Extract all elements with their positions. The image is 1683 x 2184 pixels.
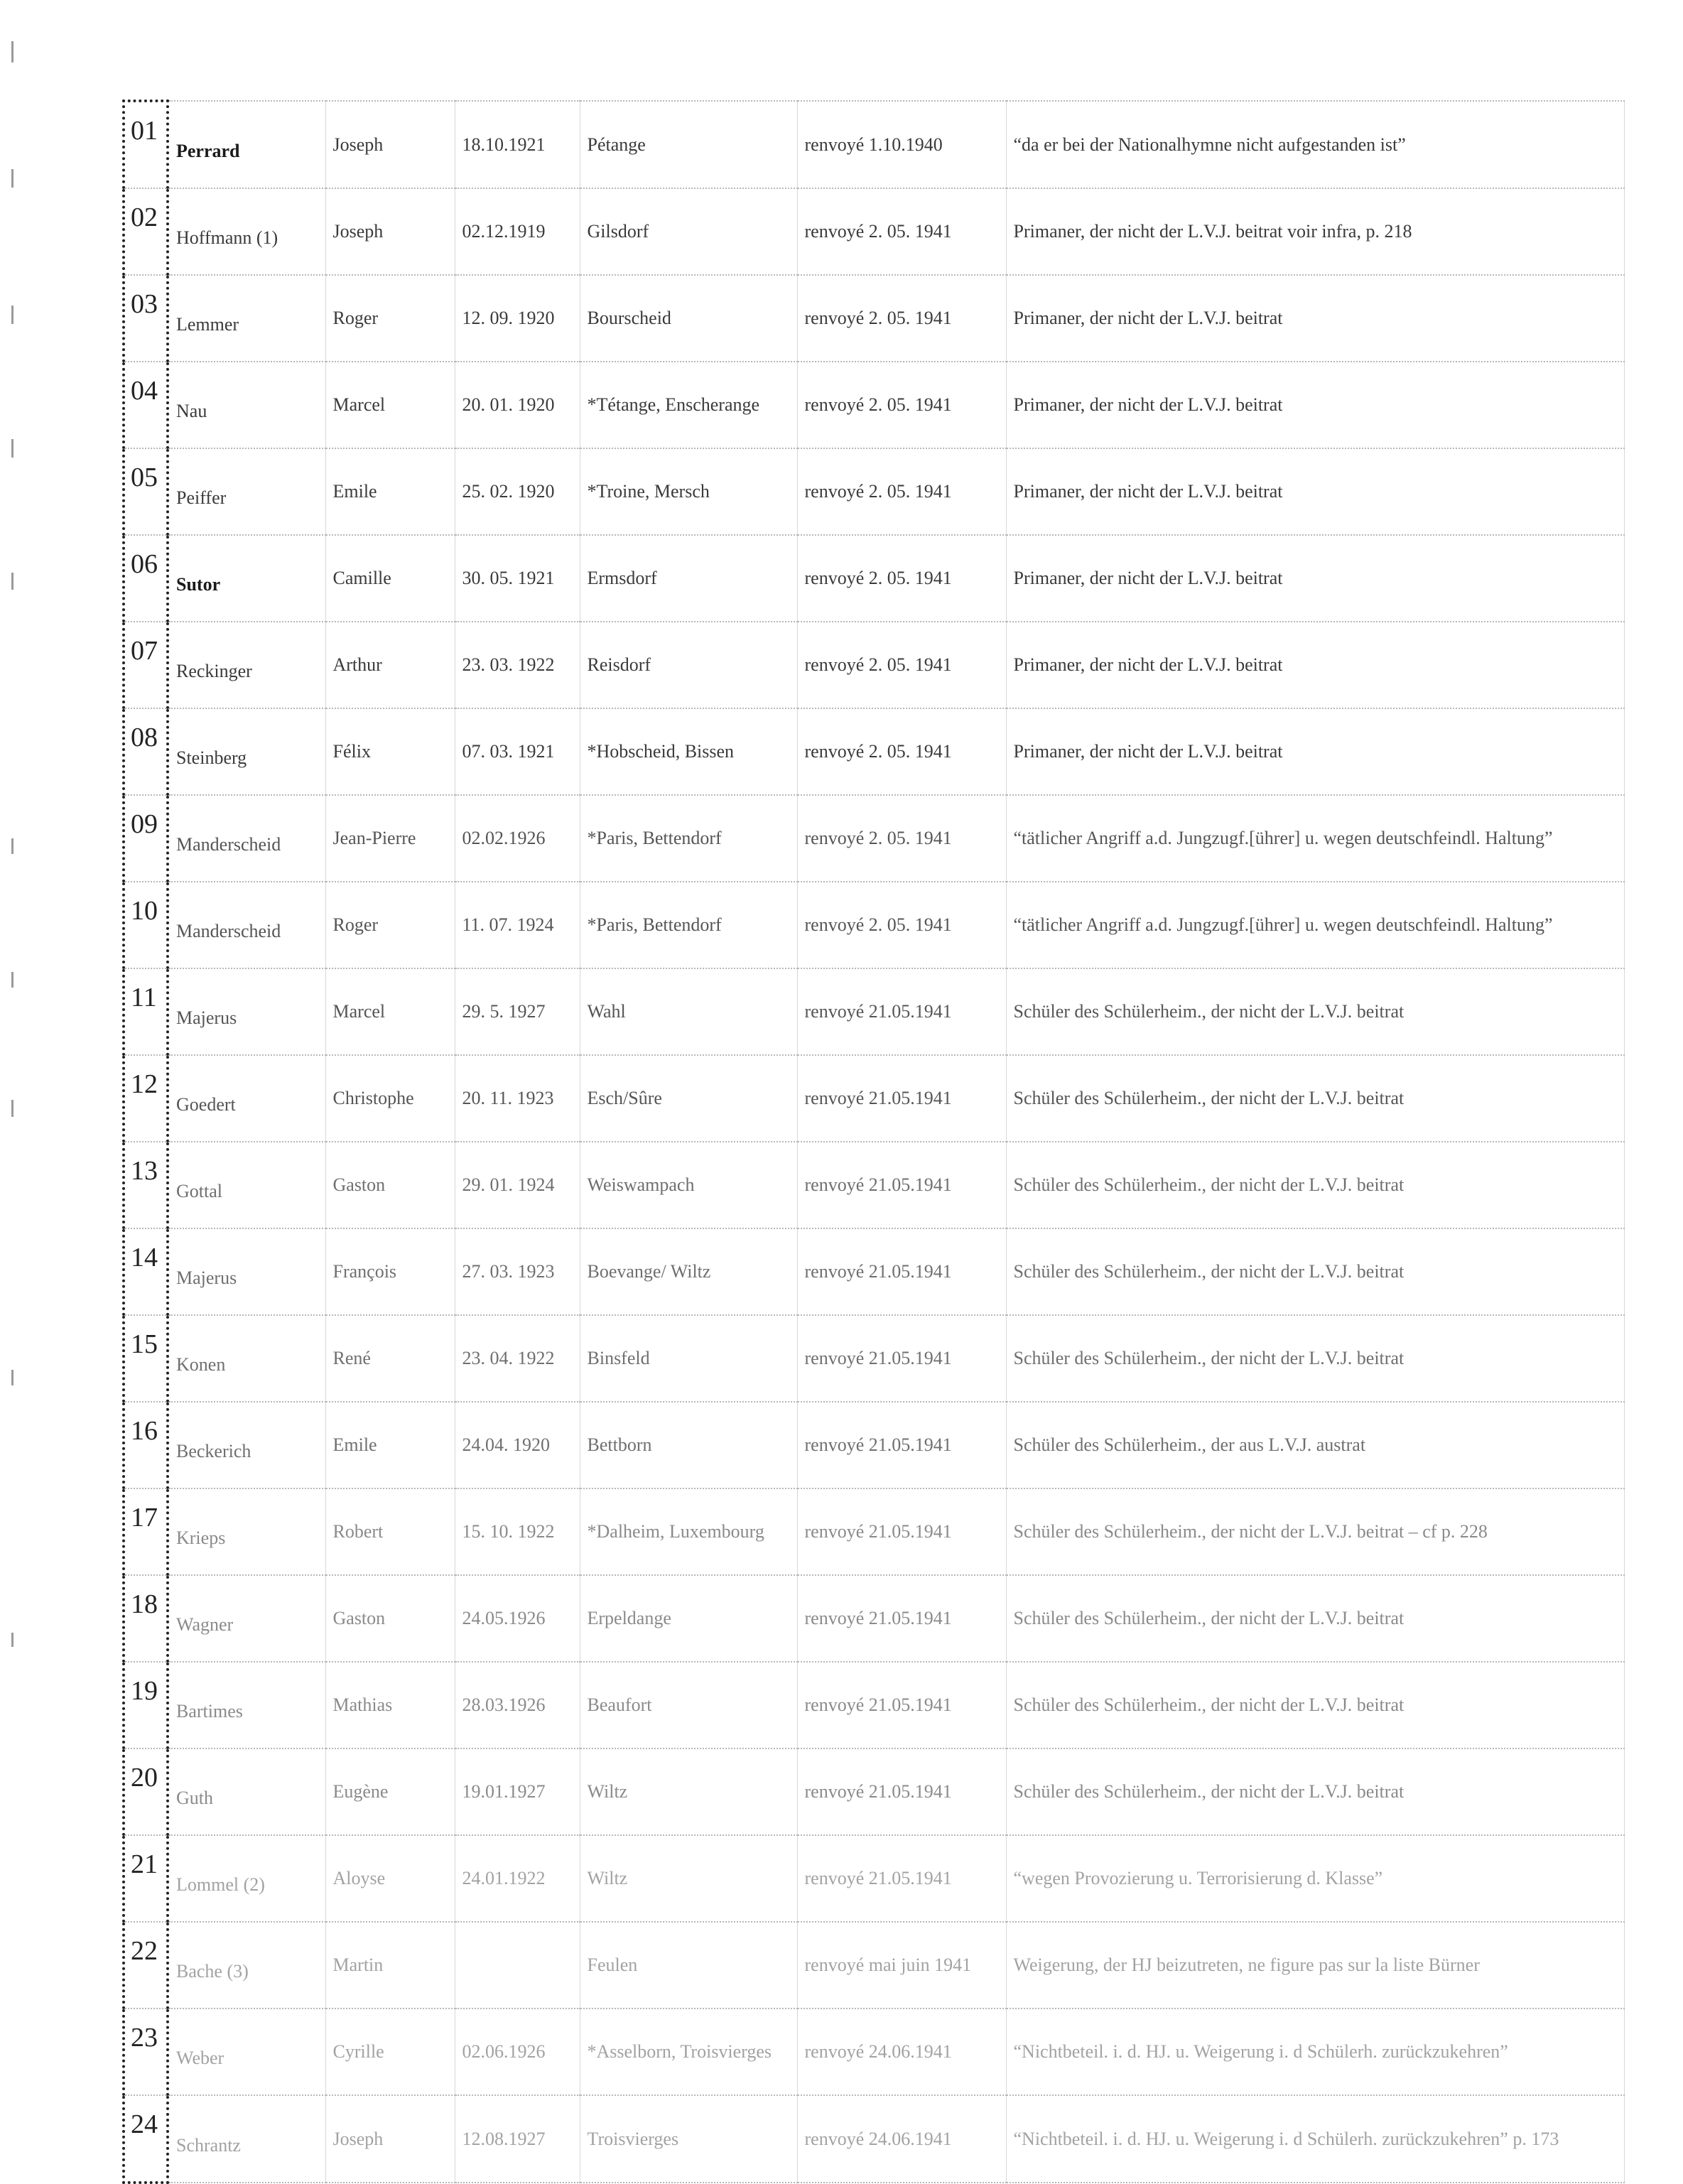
place-cell: Boevange/ Wiltz (580, 1228, 797, 1315)
place-cell: Binsfeld (580, 1315, 797, 1402)
remark-cell: Schüler des Schülerheim., der nicht der L.V.J. beitrat (1006, 1748, 1624, 1835)
table-row (124, 1662, 1624, 1748)
table-row (124, 1748, 1624, 1835)
surname-cell: Peiffer (168, 448, 325, 535)
first-name-cell: Gaston (325, 1575, 455, 1662)
remark-cell: Primaner, der nicht der L.V.J. beitrat (1006, 275, 1624, 362)
remark-cell: Weigerung, der HJ beizutreten, ne figure pas sur la liste Bürner (1006, 1922, 1624, 2009)
status-cell: renvoyé 21.05.1941 (797, 968, 1006, 1055)
table-row (124, 188, 1624, 275)
place-cell: *Troine, Mersch (580, 448, 797, 535)
status-cell: renvoyé 2. 05. 1941 (797, 708, 1006, 795)
birth-date-cell: 24.01.1922 (455, 1835, 580, 1922)
status-cell: renvoyé 2. 05. 1941 (797, 882, 1006, 968)
row-number: 10 (124, 882, 168, 968)
surname-cell: Bache (3) (168, 1922, 325, 2009)
status-cell: renvoyé 21.05.1941 (797, 1315, 1006, 1402)
status-cell: renvoyé 21.05.1941 (797, 1402, 1006, 1488)
birth-date-cell: 30. 05. 1921 (455, 535, 580, 622)
remark-cell: Schüler des Schülerheim., der aus L.V.J. austrat (1006, 1402, 1624, 1488)
first-name-cell: Marcel (325, 968, 455, 1055)
status-cell: renvoyé 21.05.1941 (797, 1055, 1006, 1142)
first-name-cell: Marcel (325, 362, 455, 448)
place-cell: Feulen (580, 1922, 797, 2009)
surname-cell: Beckerich (168, 1402, 325, 1488)
remark-cell: “wegen Provozierung u. Terrorisierung d. Klasse” (1006, 1835, 1624, 1922)
row-number: 17 (124, 1488, 168, 1575)
status-cell: renvoyé 1.10.1940 (797, 101, 1006, 188)
surname-cell: Goedert (168, 1055, 325, 1142)
row-number: 11 (124, 968, 168, 1055)
birth-date-cell: 02.02.1926 (455, 795, 580, 882)
row-number: 02 (124, 188, 168, 275)
status-cell: renvoyé 24.06.1941 (797, 2095, 1006, 2183)
surname-cell: Sutor (168, 535, 325, 622)
remark-cell: Primaner, der nicht der L.V.J. beitrat (1006, 535, 1624, 622)
remark-cell: “tätlicher Angriff a.d. Jungzugf.[ührer] u. wegen deutschfeindl. Haltung” (1006, 882, 1624, 968)
margin-mark (11, 1633, 13, 1647)
first-name-cell: Jean-Pierre (325, 795, 455, 882)
first-name-cell: Roger (325, 882, 455, 968)
row-number: 07 (124, 622, 168, 708)
first-name-cell: Gaston (325, 1142, 455, 1228)
place-cell: Wahl (580, 968, 797, 1055)
first-name-cell: Joseph (325, 101, 455, 188)
row-number: 06 (124, 535, 168, 622)
row-number: 15 (124, 1315, 168, 1402)
surname-cell: Schrantz (168, 2095, 325, 2183)
table-row (124, 535, 1624, 622)
row-number: 01 (124, 101, 168, 188)
birth-date-cell: 23. 03. 1922 (455, 622, 580, 708)
table-row (124, 1488, 1624, 1575)
birth-date-cell: 12.08.1927 (455, 2095, 580, 2183)
birth-date-cell (455, 1922, 580, 2009)
status-cell: renvoyé 21.05.1941 (797, 1488, 1006, 1575)
row-number: 18 (124, 1575, 168, 1662)
row-number: 13 (124, 1142, 168, 1228)
remark-cell: Schüler des Schülerheim., der nicht der L.V.J. beitrat (1006, 1575, 1624, 1662)
place-cell: Troisvierges (580, 2095, 797, 2183)
birth-date-cell: 12. 09. 1920 (455, 275, 580, 362)
first-name-cell: Joseph (325, 2095, 455, 2183)
birth-date-cell: 25. 02. 1920 (455, 448, 580, 535)
first-name-cell: René (325, 1315, 455, 1402)
place-cell: *Dalheim, Luxembourg (580, 1488, 797, 1575)
status-cell: renvoyé 2. 05. 1941 (797, 188, 1006, 275)
surname-cell: Konen (168, 1315, 325, 1402)
row-number: 04 (124, 362, 168, 448)
row-number: 20 (124, 1748, 168, 1835)
row-number: 16 (124, 1402, 168, 1488)
student-table (122, 99, 1625, 2184)
first-name-cell: Mathias (325, 1662, 455, 1748)
table-row (124, 448, 1624, 535)
status-cell: renvoyé 21.05.1941 (797, 1142, 1006, 1228)
surname-cell: Krieps (168, 1488, 325, 1575)
table-row (124, 1835, 1624, 1922)
margin-mark (11, 972, 13, 988)
place-cell: Gilsdorf (580, 188, 797, 275)
remark-cell: “Nichtbeteil. i. d. HJ. u. Weigerung i. d Schülerh. zurückzukehren” (1006, 2009, 1624, 2095)
first-name-cell: Joseph (325, 188, 455, 275)
surname-cell: Nau (168, 362, 325, 448)
surname-cell: Weber (168, 2009, 325, 2095)
row-number: 23 (124, 2009, 168, 2095)
place-cell: *Hobscheid, Bissen (580, 708, 797, 795)
status-cell: renvoyé 24.06.1941 (797, 2009, 1006, 2095)
place-cell: *Asselborn, Troisvierges (580, 2009, 797, 2095)
remark-cell: Primaner, der nicht der L.V.J. beitrat (1006, 362, 1624, 448)
place-cell: Reisdorf (580, 622, 797, 708)
place-cell: Bettborn (580, 1402, 797, 1488)
place-cell: Esch/Sûre (580, 1055, 797, 1142)
status-cell: renvoyé 2. 05. 1941 (797, 622, 1006, 708)
table-row (124, 708, 1624, 795)
row-number: 19 (124, 1662, 168, 1748)
birth-date-cell: 02.12.1919 (455, 188, 580, 275)
status-cell: renvoyé 2. 05. 1941 (797, 535, 1006, 622)
surname-cell: Lommel (2) (168, 1835, 325, 1922)
birth-date-cell: 15. 10. 1922 (455, 1488, 580, 1575)
place-cell: *Paris, Bettendorf (580, 882, 797, 968)
surname-cell: Majerus (168, 968, 325, 1055)
remark-cell: Schüler des Schülerheim., der nicht der L.V.J. beitrat (1006, 1662, 1624, 1748)
table-row (124, 1402, 1624, 1488)
status-cell: renvoyé 21.05.1941 (797, 1835, 1006, 1922)
birth-date-cell: 20. 11. 1923 (455, 1055, 580, 1142)
first-name-cell: Camille (325, 535, 455, 622)
surname-cell: Manderscheid (168, 882, 325, 968)
status-cell: renvoyé 2. 05. 1941 (797, 362, 1006, 448)
remark-cell: Schüler des Schülerheim., der nicht der L.V.J. beitrat (1006, 1055, 1624, 1142)
birth-date-cell: 28.03.1926 (455, 1662, 580, 1748)
remark-cell: Schüler des Schülerheim., der nicht der L.V.J. beitrat (1006, 968, 1624, 1055)
table-row (124, 882, 1624, 968)
birth-date-cell: 24.04. 1920 (455, 1402, 580, 1488)
table-row (124, 1142, 1624, 1228)
place-cell: Beaufort (580, 1662, 797, 1748)
table-body (124, 101, 1624, 2183)
first-name-cell: Félix (325, 708, 455, 795)
first-name-cell: Eugène (325, 1748, 455, 1835)
remark-cell: Primaner, der nicht der L.V.J. beitrat (1006, 448, 1624, 535)
birth-date-cell: 27. 03. 1923 (455, 1228, 580, 1315)
surname-cell: Guth (168, 1748, 325, 1835)
status-cell: renvoyé 2. 05. 1941 (797, 448, 1006, 535)
row-number: 03 (124, 275, 168, 362)
surname-cell: Perrard (168, 101, 325, 188)
status-cell: renvoyé 21.05.1941 (797, 1662, 1006, 1748)
status-cell: renvoyé 21.05.1941 (797, 1228, 1006, 1315)
place-cell: Erpeldange (580, 1575, 797, 1662)
margin-mark (11, 306, 13, 324)
table-row (124, 2009, 1624, 2095)
place-cell: Wiltz (580, 1835, 797, 1922)
status-cell: renvoyé 2. 05. 1941 (797, 275, 1006, 362)
place-cell: Pétange (580, 101, 797, 188)
first-name-cell: Emile (325, 1402, 455, 1488)
row-number: 12 (124, 1055, 168, 1142)
surname-cell: Hoffmann (1) (168, 188, 325, 275)
birth-date-cell: 18.10.1921 (455, 101, 580, 188)
surname-cell: Steinberg (168, 708, 325, 795)
birth-date-cell: 02.06.1926 (455, 2009, 580, 2095)
margin-mark (11, 169, 13, 188)
place-cell: Ermsdorf (580, 535, 797, 622)
surname-cell: Manderscheid (168, 795, 325, 882)
first-name-cell: Cyrille (325, 2009, 455, 2095)
birth-date-cell: 29. 01. 1924 (455, 1142, 580, 1228)
surname-cell: Bartimes (168, 1662, 325, 1748)
surname-cell: Majerus (168, 1228, 325, 1315)
row-number: 24 (124, 2095, 168, 2183)
remark-cell: Primaner, der nicht der L.V.J. beitrat voir infra, p. 218 (1006, 188, 1624, 275)
margin-mark (11, 573, 13, 590)
table-row (124, 622, 1624, 708)
surname-cell: Lemmer (168, 275, 325, 362)
row-number: 22 (124, 1922, 168, 2009)
margin-mark (11, 838, 13, 854)
remark-cell: “da er bei der Nationalhymne nicht aufgestanden ist” (1006, 101, 1624, 188)
surname-cell: Wagner (168, 1575, 325, 1662)
row-number: 14 (124, 1228, 168, 1315)
place-cell: *Paris, Bettendorf (580, 795, 797, 882)
margin-mark (11, 1370, 13, 1385)
first-name-cell: Aloyse (325, 1835, 455, 1922)
surname-cell: Reckinger (168, 622, 325, 708)
row-number: 05 (124, 448, 168, 535)
remark-cell: Schüler des Schülerheim., der nicht der L.V.J. beitrat (1006, 1142, 1624, 1228)
place-cell: Wiltz (580, 1748, 797, 1835)
margin-mark (11, 439, 13, 458)
remark-cell: Primaner, der nicht der L.V.J. beitrat (1006, 708, 1624, 795)
table-row (124, 362, 1624, 448)
table-row (124, 1922, 1624, 2009)
table-row (124, 1315, 1624, 1402)
margin-mark (11, 1100, 13, 1117)
surname-cell: Gottal (168, 1142, 325, 1228)
row-number: 08 (124, 708, 168, 795)
status-cell: renvoyé mai juin 1941 (797, 1922, 1006, 2009)
table-row (124, 968, 1624, 1055)
birth-date-cell: 23. 04. 1922 (455, 1315, 580, 1402)
place-cell: Weiswampach (580, 1142, 797, 1228)
status-cell: renvoyé 21.05.1941 (797, 1575, 1006, 1662)
remark-cell: “tätlicher Angriff a.d. Jungzugf.[ührer] u. wegen deutschfeindl. Haltung” (1006, 795, 1624, 882)
first-name-cell: Roger (325, 275, 455, 362)
expulsion-register (122, 99, 1623, 2184)
margin-mark (11, 41, 13, 63)
table-row (124, 1575, 1624, 1662)
table-row (124, 1228, 1624, 1315)
birth-date-cell: 29. 5. 1927 (455, 968, 580, 1055)
first-name-cell: Robert (325, 1488, 455, 1575)
place-cell: *Tétange, Enscherange (580, 362, 797, 448)
remark-cell: Schüler des Schülerheim., der nicht der L.V.J. beitrat (1006, 1315, 1624, 1402)
table-row (124, 795, 1624, 882)
table-row (124, 2095, 1624, 2183)
first-name-cell: Emile (325, 448, 455, 535)
first-name-cell: Martin (325, 1922, 455, 2009)
first-name-cell: Arthur (325, 622, 455, 708)
table-row (124, 101, 1624, 188)
place-cell: Bourscheid (580, 275, 797, 362)
table-row (124, 275, 1624, 362)
first-name-cell: Christophe (325, 1055, 455, 1142)
birth-date-cell: 20. 01. 1920 (455, 362, 580, 448)
row-number: 09 (124, 795, 168, 882)
birth-date-cell: 07. 03. 1921 (455, 708, 580, 795)
remark-cell: Primaner, der nicht der L.V.J. beitrat (1006, 622, 1624, 708)
remark-cell: “Nichtbeteil. i. d. HJ. u. Weigerung i. d Schülerh. zurückzukehren” p. 173 (1006, 2095, 1624, 2183)
birth-date-cell: 19.01.1927 (455, 1748, 580, 1835)
table-row (124, 1055, 1624, 1142)
status-cell: renvoyé 21.05.1941 (797, 1748, 1006, 1835)
birth-date-cell: 11. 07. 1924 (455, 882, 580, 968)
status-cell: renvoyé 2. 05. 1941 (797, 795, 1006, 882)
remark-cell: Schüler des Schülerheim., der nicht der L.V.J. beitrat (1006, 1228, 1624, 1315)
birth-date-cell: 24.05.1926 (455, 1575, 580, 1662)
first-name-cell: François (325, 1228, 455, 1315)
row-number: 21 (124, 1835, 168, 1922)
remark-cell: Schüler des Schülerheim., der nicht der L.V.J. beitrat – cf p. 228 (1006, 1488, 1624, 1575)
